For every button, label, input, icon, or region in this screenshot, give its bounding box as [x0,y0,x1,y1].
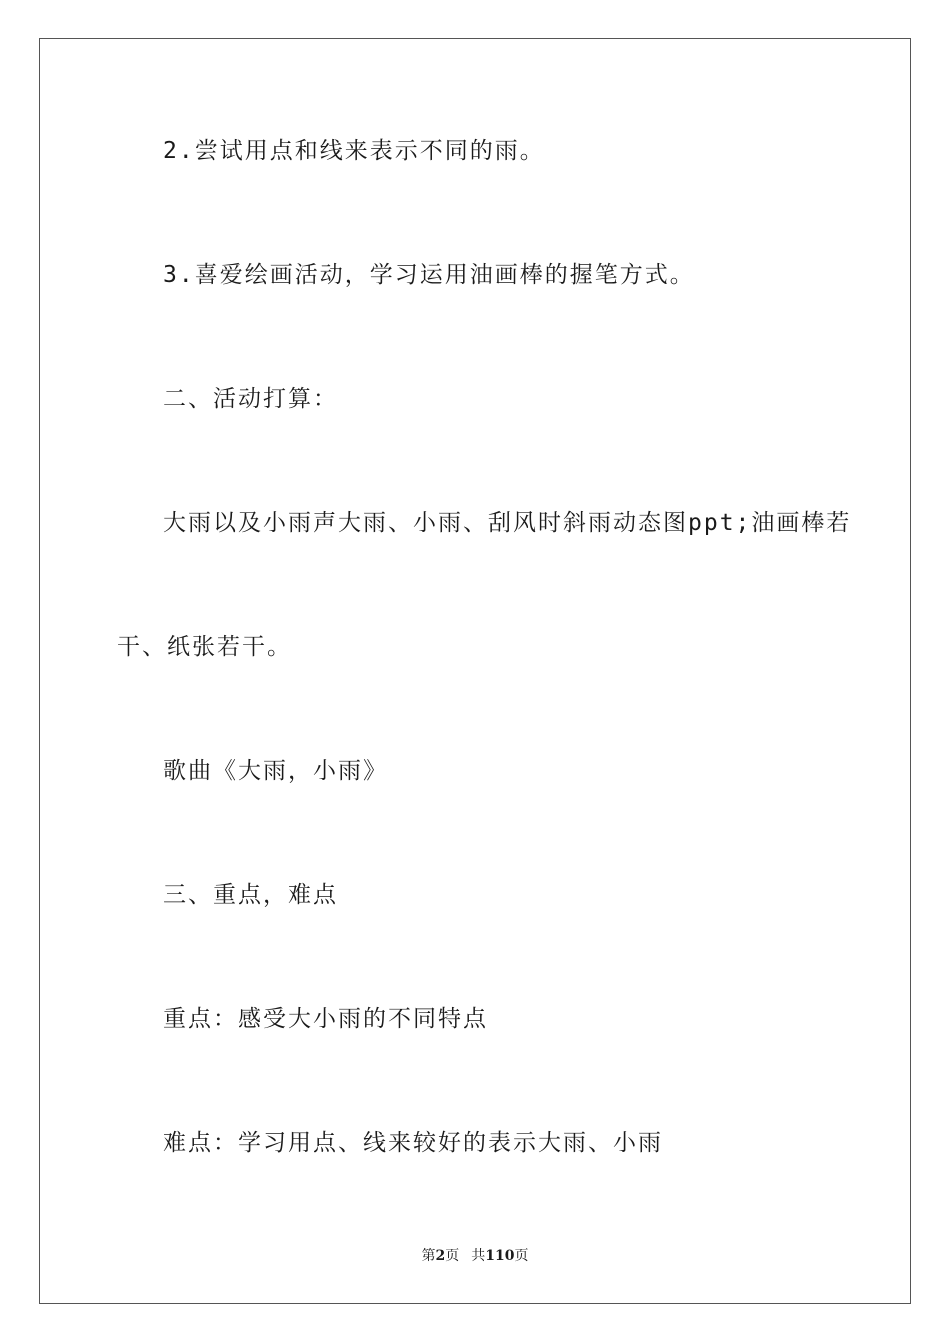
page-frame [39,38,911,1304]
page-prefix: 第 [421,1248,436,1264]
section-heading-preparation: 二、活动打算： [163,386,338,412]
total-pages: 110 [485,1248,515,1264]
total-suffix: 页 [514,1248,529,1264]
page-footer [0,1246,950,1266]
key-point-line: 重点：感受大小雨的不同特点 [163,1006,488,1032]
song-line: 歌曲《大雨，小雨》 [163,758,388,784]
page-number: 2 [435,1248,446,1264]
difficulty-line: 难点：学习用点、线来较好的表示大雨、小雨 [163,1130,663,1156]
total-prefix: 共 [471,1248,486,1264]
preparation-line-2: 干、纸张若干。 [117,634,292,660]
objective-line-2: 2.尝试用点和线来表示不同的雨。 [163,138,545,164]
section-heading-key-points: 三、重点，难点 [163,882,338,908]
page-suffix: 页 [445,1248,460,1264]
objective-line-3: 3.喜爱绘画活动，学习运用油画棒的握笔方式。 [163,262,695,288]
preparation-line-1: 大雨以及小雨声大雨、小雨、刮风时斜雨动态图ppt;油画棒若 [163,510,852,536]
